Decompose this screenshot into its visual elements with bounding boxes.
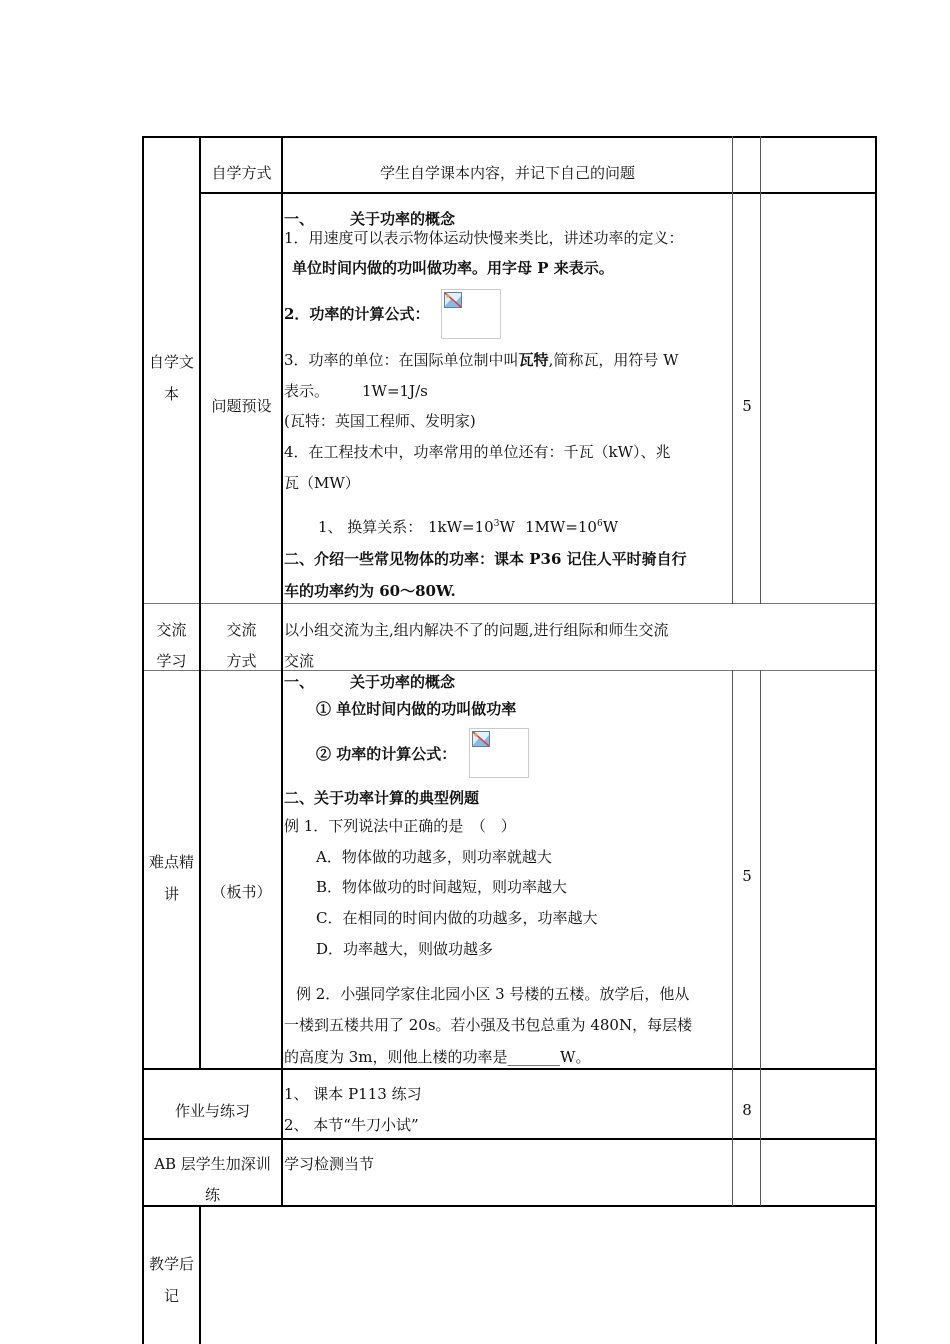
question-preset-label: 问题预设 [211, 397, 272, 415]
key-points-label: 难点精 [148, 853, 194, 871]
heading-number: 一、 [284, 673, 315, 691]
exchange-label: 交流 [156, 621, 187, 639]
item-3-note: (瓦特：英国工程师、发明家) [284, 412, 476, 430]
row-line [142, 1068, 877, 1070]
homework-task-2: 2、 本节“牛刀小试” [284, 1116, 419, 1134]
example-2: 例 2．小强同学家住北园小区 3 号楼的五楼。放学后，他从 [296, 985, 690, 1003]
broken-image-icon [444, 292, 462, 308]
conversion-kw-exponent: 3 [493, 519, 500, 529]
exchange-method-label: 方式 [226, 652, 257, 670]
conversion-mw [525, 517, 618, 537]
ab-training-content: 学习检测当节 [284, 1155, 375, 1173]
conversion-mw-exponent: 6 [596, 519, 603, 529]
formula-image [469, 728, 529, 778]
conversion-kw-unit: W [499, 518, 515, 536]
item-3-unit-name: 瓦特 [518, 351, 549, 369]
heading-examples: 二、关于功率计算的典型例题 [284, 789, 480, 807]
example-1: 例 1．下列说法中正确的是 （ ） [284, 817, 516, 835]
self-study-label: 本 [163, 385, 179, 403]
ab-training-label: AB 层学生加深训 [154, 1155, 271, 1173]
item-3-line-2: 表示。 [284, 382, 330, 400]
option-b: B．物体做功的时间越短，则功率越大 [316, 878, 568, 896]
heading-power-concept: 关于功率的概念 [350, 673, 456, 691]
exchange-content: 以小组交流为主,组内解决不了的问题,进行组际和师生交流 [284, 621, 669, 639]
item-1-answer: 单位时间内做的功叫做功率。用字母 P 来表示。 [292, 259, 614, 277]
teaching-notes-label: 记 [163, 1287, 179, 1305]
row-line [142, 1205, 877, 1207]
teaching-notes-label: 教学后 [148, 1255, 194, 1273]
col-line [732, 136, 733, 604]
conversion-kw [428, 517, 515, 537]
table-border-right [875, 136, 877, 1344]
formula-image [441, 289, 501, 339]
study-method-label: 自学方式 [211, 164, 272, 182]
blackboard-label: （板书） [211, 883, 272, 901]
option-c: C．在相同的时间内做的功越多，功率越大 [316, 909, 598, 927]
col-line [199, 1205, 201, 1344]
option-d: D．功率越大，则做功越多 [316, 940, 494, 958]
heading-power-concept: 关于功率的概念 [350, 210, 456, 228]
homework-label: 作业与练习 [174, 1102, 250, 1120]
item-3 [284, 350, 679, 370]
point-formula: ② 功率的计算公式： [316, 745, 457, 763]
col-line [732, 670, 733, 1206]
item-3-text: ,简称瓦，用符号 W [548, 351, 679, 369]
broken-image-icon [472, 731, 490, 747]
row-line [142, 1138, 877, 1140]
item-2: 2．功率的计算公式： [284, 305, 430, 323]
col-line [760, 670, 761, 1206]
conversion-kw-base: 1kW=10 [428, 518, 494, 536]
self-study-label: 自学文 [148, 353, 194, 371]
item-1: 1．用速度可以表示物体运动快慢来类比，讲述功率的定义： [284, 229, 684, 247]
minutes-value: 5 [742, 397, 752, 415]
col-line [760, 136, 761, 604]
heading-common-power: 二、介绍一些常见物体的功率：课本 P36 记住人平时骑自行 [284, 550, 687, 568]
item-3-text: 3．功率的单位：在国际单位制中叫 [284, 351, 519, 369]
table-border-top [142, 136, 877, 138]
option-a: A．物体做的功越多，则功率就越大 [316, 848, 552, 866]
exchange-method-label: 交流 [226, 621, 257, 639]
conversion-mw-base: 1MW=10 [525, 518, 597, 536]
item-4: 4．在工程技术中，功率常用的单位还有：千瓦（kW）、兆 [284, 443, 671, 461]
minutes-value: 5 [742, 867, 752, 885]
col-line [199, 136, 201, 1069]
key-points-label: 讲 [163, 885, 179, 903]
study-method-content: 学生自学课本内容，并记下自己的问题 [379, 164, 635, 182]
homework-task-1: 1、 课本 P113 练习 [284, 1085, 422, 1103]
row-line [142, 603, 877, 604]
exchange-label: 学习 [156, 652, 187, 670]
item-3-formula: 1W=1J/s [362, 382, 428, 400]
example-2-line-3: 的高度为 3m，则他上楼的功率是_______W。 [284, 1048, 591, 1066]
example-2-line-2: 一楼到五楼共用了 20s。若小强及书包总重为 480N，每层楼 [284, 1016, 693, 1034]
minutes-value: 8 [742, 1101, 752, 1119]
col-line [281, 136, 283, 1206]
ab-training-label: 练 [204, 1186, 220, 1204]
heading-number: 一、 [284, 210, 315, 228]
conversion-label: 1、 换算关系： [318, 518, 423, 536]
exchange-content-line-2: 交流 [284, 652, 315, 670]
conversion-mw-unit: W [602, 518, 619, 536]
heading-common-power-line-2: 车的功率约为 60～80W. [284, 582, 456, 600]
row-line [200, 192, 877, 194]
point-definition: ① 单位时间内做的功叫做功率 [316, 700, 517, 718]
item-4-line-2: 瓦（MW） [284, 474, 360, 492]
